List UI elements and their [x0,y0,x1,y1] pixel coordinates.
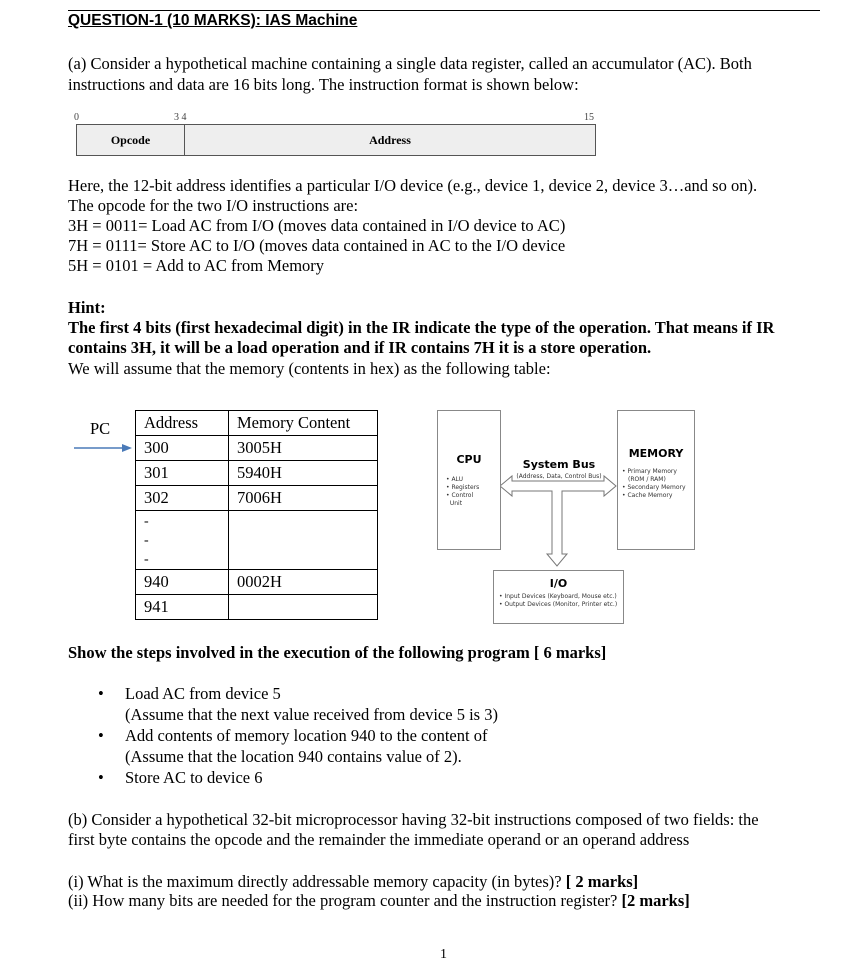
page-number: 1 [440,947,447,962]
table-row: 301 5940H [136,461,378,486]
hint-line: contains 3H, it will be a load operation and if IR contains 7H it is a store operation. [68,338,652,357]
memory-items: • Primary Memory (ROM / RAM) • Secondary Memory • Cache Memory [622,468,686,499]
part-a-intro-1: (a) Consider a hypothetical machine containing a single data register, called an accumulator (AC). Both [68,54,752,73]
step-2: Add contents of memory location 940 to the content of [125,726,488,745]
system-bus-arrow-icon [498,470,620,570]
part-a-intro-2: instructions and data are 16 bits long. The instruction format is shown below: [68,75,579,94]
system-bus-label: System Bus [522,458,596,471]
bit-label-0: 0 [74,112,79,123]
steps-title: Show the steps involved in the execution of the following program [ 6 marks] [68,643,607,662]
text-line: The opcode for the two I/O instructions are: [68,196,359,215]
header-address: Address [136,411,229,436]
memory-label: MEMORY [628,447,684,460]
question-b-ii: (ii) How many bits are needed for the program counter and the instruction register? [2 marks] [68,891,690,910]
question-b-i: (i) What is the maximum directly addressable memory capacity (in bytes)? [ 2 marks] [68,872,639,891]
text-line: 7H = 0111= Store AC to I/O (moves data contained in AC to the I/O device [68,236,566,255]
step-3: Store AC to device 6 [125,768,263,787]
part-b-intro-2: first byte contains the opcode and the remainder the immediate operand or an operand address [68,830,690,849]
table-row: 300 3005H [136,436,378,461]
bullet-icon: • [98,684,104,703]
io-label: I/O [549,577,568,590]
memory-table [135,410,378,620]
step-1-note: (Assume that the next value received from device 5 is 3) [125,705,498,724]
address-field: Address [369,133,411,147]
header-rule [68,10,820,11]
bit-label-15: 15 [584,112,594,123]
table-row: 302 7006H [136,486,378,511]
table-row: 941 [136,595,378,620]
assume-line: We will assume that the memory (contents in hex) as the following table: [68,359,551,378]
bullet-icon: • [98,726,104,745]
io-items: • Input Devices (Keyboard, Mouse etc.) • Output Devices (Monitor, Printer etc.) [499,593,618,608]
table-row: - - - [136,511,378,570]
step-2-note: (Assume that the location 940 contains value of 2). [125,747,462,766]
part-b-intro-1: (b) Consider a hypothetical 32-bit microprocessor having 32-bit instructions composed of two fields: the [68,810,759,829]
text-line: Here, the 12-bit address identifies a particular I/O device (e.g., device 1, device 2, device 3…and so on). [68,176,758,195]
text-line: 5H = 0101 = Add to AC from Memory [68,256,325,275]
hint-label: Hint: [68,298,106,317]
bullet-icon: • [98,768,104,787]
question-title: QUESTION-1 (10 MARKS): IAS Machine [68,12,358,29]
hint-line: The first 4 bits (first hexadecimal digit) in the IR indicate the type of the operation. That means if IR [68,318,775,337]
text-line: 3H = 0011= Load AC from I/O (moves data contained in I/O device to AC) [68,216,566,235]
cpu-label: CPU [456,453,482,466]
cpu-items: • ALU • Registers • Control Unit [446,476,480,507]
cpu-box [437,410,501,550]
bit-label-3-4: 3 4 [174,112,187,123]
system-bus-sublabel: (Address, Data, Control Bus) [516,473,602,480]
instruction-format [76,124,596,156]
opcode-field: Opcode [77,125,185,155]
memory-box [617,410,695,550]
pc-label: PC [90,419,111,438]
step-1: Load AC from device 5 [125,684,281,703]
table-row: 940 0002H [136,570,378,595]
io-box [493,570,624,624]
pc-arrow-icon [74,442,134,454]
header-memory-content: Memory Content [229,411,378,436]
